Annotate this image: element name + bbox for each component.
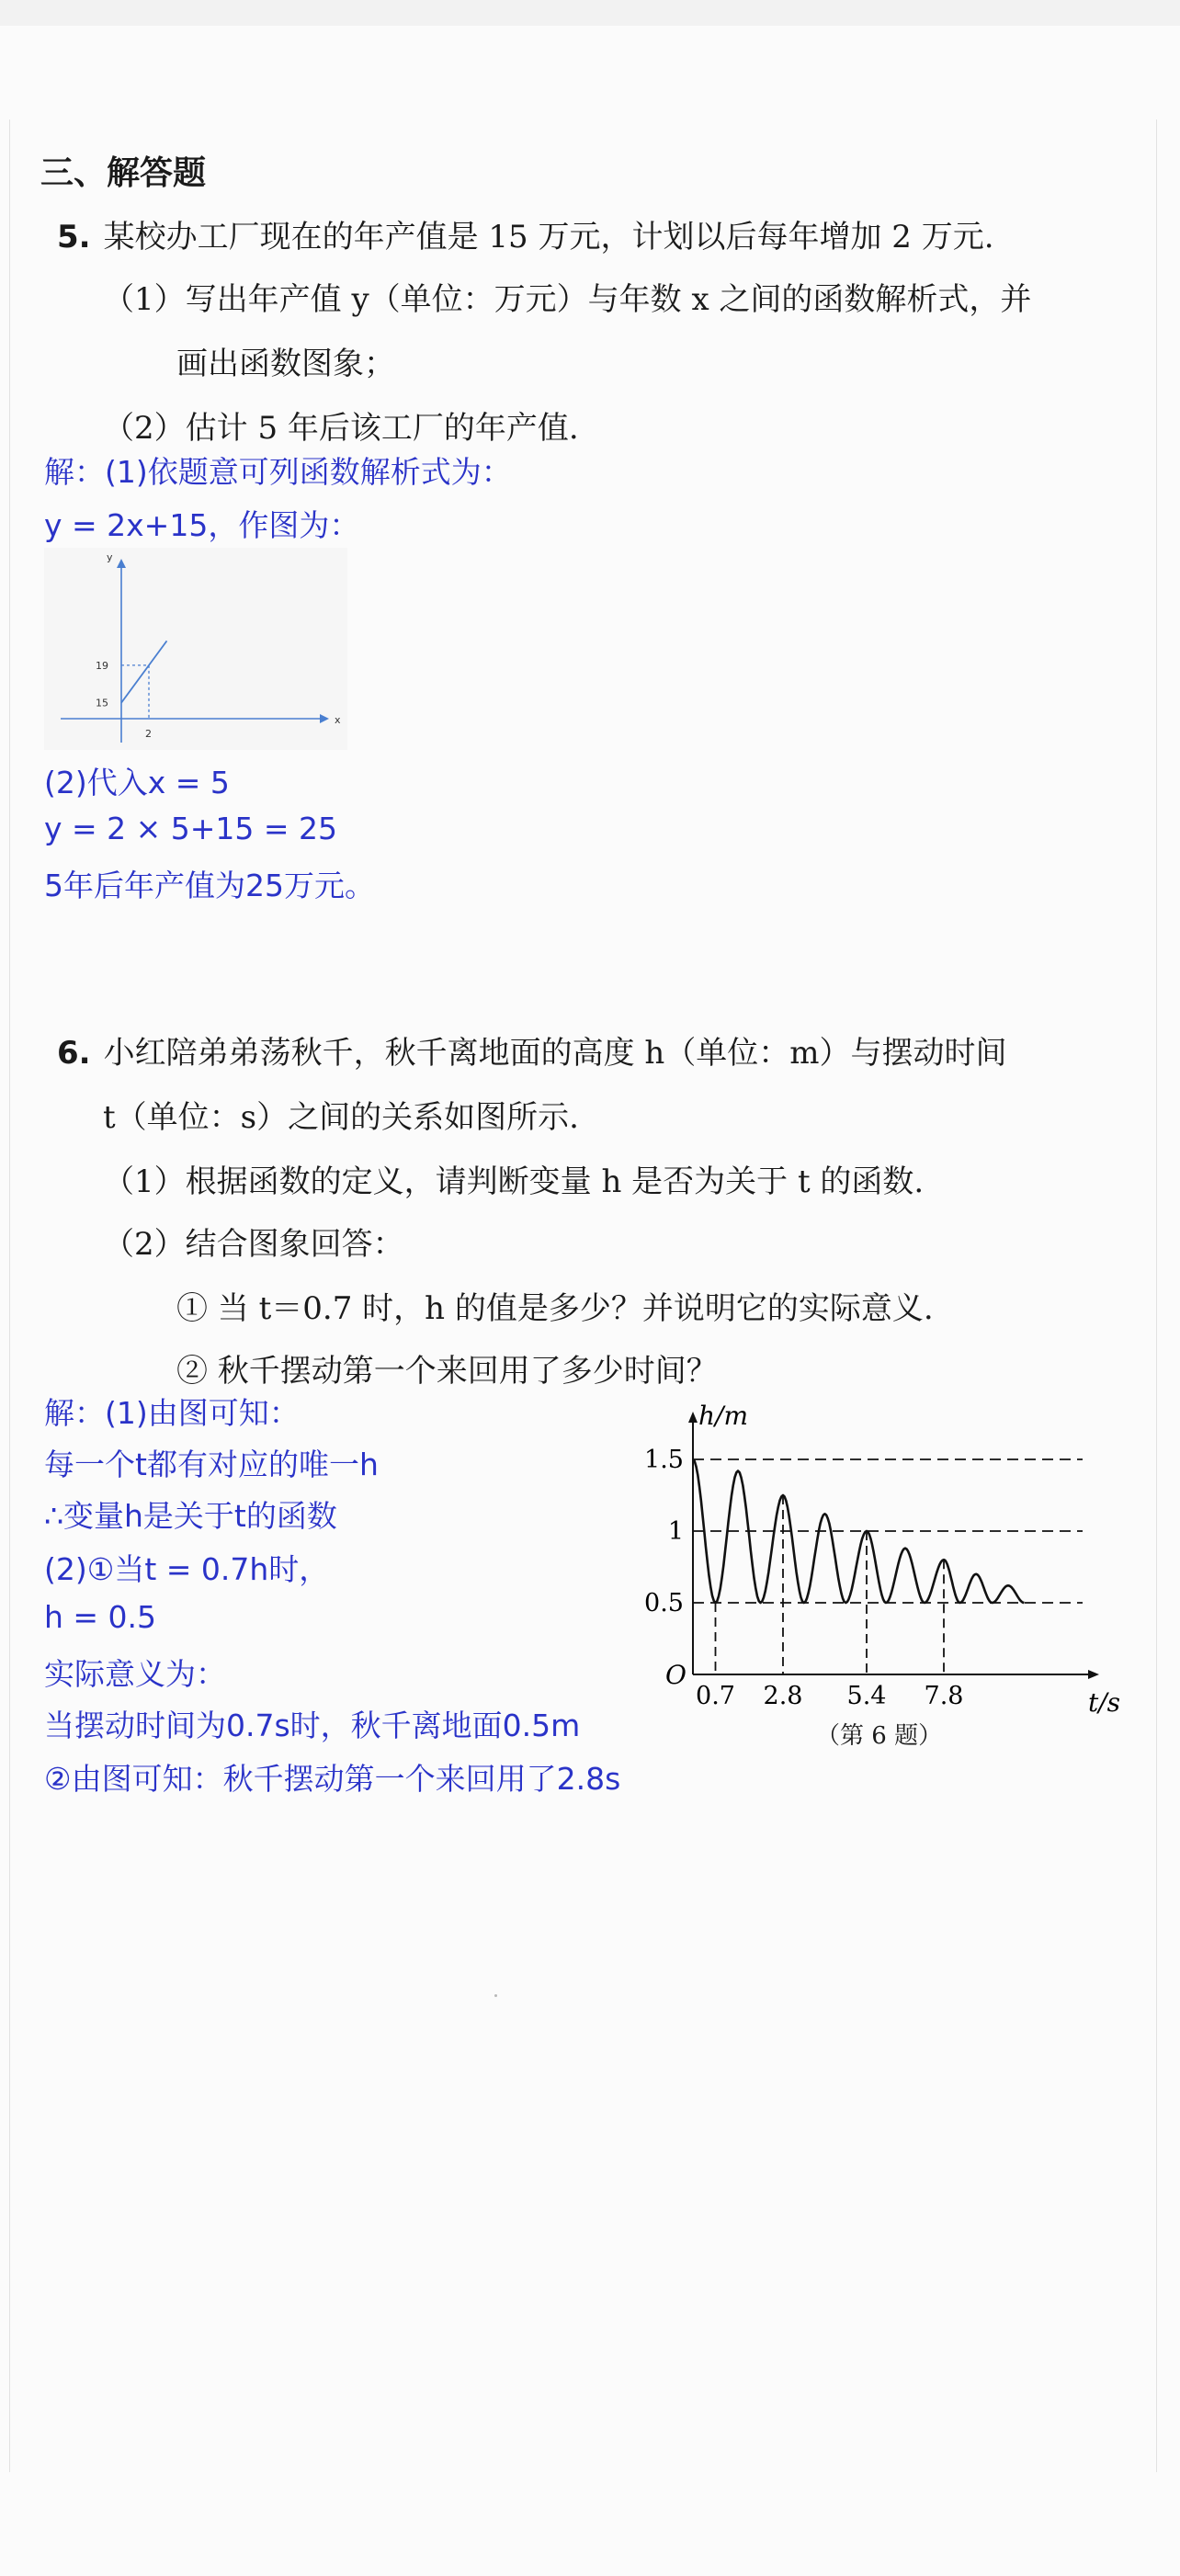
q5-stem-line [57, 211, 994, 256]
x-tick-label: 0.7 [696, 1682, 735, 1710]
top-band [0, 0, 1180, 26]
q6-stem-line1 [57, 1027, 1007, 1072]
q6-number: 6. [57, 1035, 91, 1072]
q5-stem: 某校办工厂现在的年产值是 15 万元，计划以后每年增加 2 万元. [103, 219, 994, 255]
a5-line5: 5年后年产值为25万元。 [44, 868, 375, 903]
q5-number: 5. [57, 219, 91, 255]
a5-graph-background [44, 548, 347, 750]
a5-line1: 解：(1)依题意可列函数解析式为： [44, 454, 512, 490]
x-tick-label: 7.8 [924, 1682, 964, 1710]
a5-line2: y = 2x+15，作图为： [44, 507, 360, 543]
a6-line8: ②由图可知：秋千摆动第一个来回用了2.8s [44, 1761, 621, 1797]
right-margin-line [1156, 119, 1157, 2472]
y-tick-label: 0.5 [644, 1589, 684, 1617]
section-title: 三、解答题 [40, 153, 207, 192]
figure6-caption: （第 6 题） [816, 1722, 943, 1750]
y-tick-label: 1 [667, 1517, 684, 1546]
a5-line3: (2)代入x = 5 [44, 765, 230, 800]
q5-part1-line2: 画出函数图象； [176, 346, 395, 382]
x-axis-label: t/s [1088, 1687, 1121, 1718]
a6-line4: (2)①当t = 0.7h时， [44, 1551, 330, 1587]
scan-speck [494, 1994, 497, 1997]
a5-linear-graph [44, 548, 347, 750]
q5-part2: （2）估计 5 年后该工厂的年产值. [103, 410, 579, 447]
y-axis-label: y [107, 551, 113, 563]
y-tick-label: 1.5 [644, 1446, 684, 1474]
swing-height-graph [634, 1399, 1149, 1757]
x-tick-label: 2.8 [763, 1682, 803, 1710]
a6-line1: 解：(1)由图可知： [44, 1395, 300, 1431]
y-axis-label: h/m [698, 1401, 749, 1431]
y-axis-arrow [688, 1412, 698, 1423]
q6-sub2: ② 秋千摆动第一个来回用了多少时间？ [176, 1353, 718, 1390]
q6-stem-line2: t（单位：s）之间的关系如图所示. [103, 1099, 579, 1136]
a6-line2: 每一个t都有对应的唯一h [44, 1447, 379, 1482]
q6-part2: （2）结合图象回答： [103, 1226, 404, 1263]
q6-part1: （1）根据函数的定义，请判断变量 h 是否为关于 t 的函数. [103, 1163, 925, 1200]
a5-line4: y = 2 × 5+15 = 25 [44, 811, 338, 846]
a6-line3: ∴变量h是关于t的函数 [44, 1498, 337, 1534]
a6-line7: 当摆动时间为0.7s时，秋千离地面0.5m [44, 1708, 581, 1743]
q6-stem: 小红陪弟弟荡秋千，秋千离地面的高度 h（单位：m）与摆动时间 [103, 1035, 1007, 1072]
y-tick-label: 15 [96, 697, 108, 709]
x-axis-label: x [335, 714, 341, 726]
a6-line5: h = 0.5 [44, 1599, 157, 1635]
q6-sub1: ① 当 t＝0.7 时，h 的值是多少？并说明它的实际意义. [176, 1290, 934, 1327]
y-tick-label: 19 [96, 659, 108, 672]
x-tick-label: 2 [145, 728, 152, 740]
left-margin-line [9, 119, 10, 2472]
a6-line6: 实际意义为： [44, 1656, 226, 1692]
origin-label: O [665, 1660, 686, 1690]
x-axis-arrow [1088, 1670, 1099, 1679]
q5-part1-line1: （1）写出年产值 y（单位：万元）与年数 x 之间的函数解析式，并 [103, 281, 1032, 318]
x-tick-label: 5.4 [846, 1682, 887, 1710]
